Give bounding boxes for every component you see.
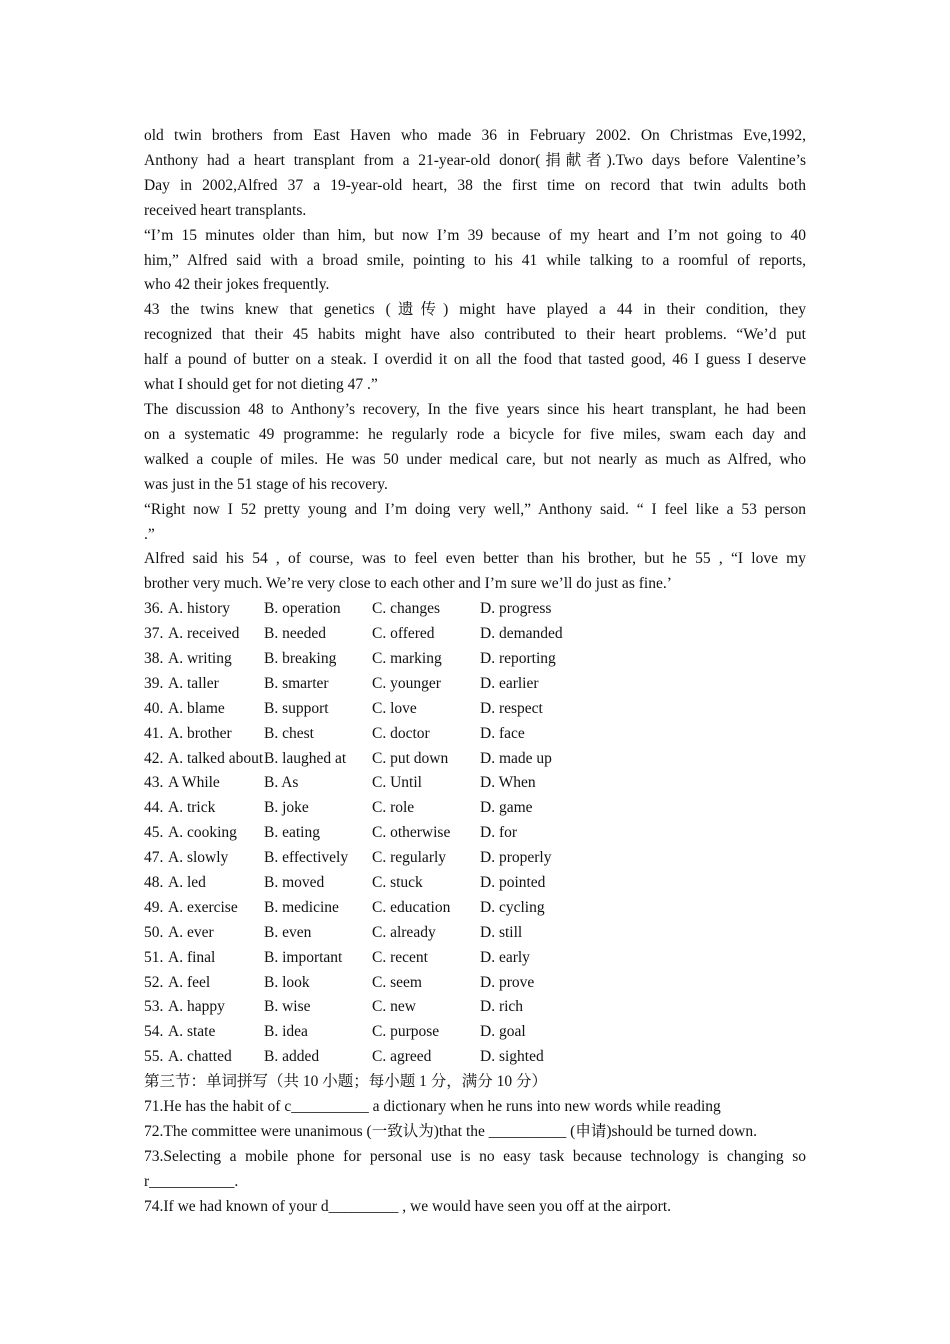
question-row	[144, 622, 806, 647]
question-number: 43.	[144, 774, 164, 792]
option-a: A. blame	[168, 699, 225, 717]
option-b: B. needed	[264, 625, 326, 643]
passage-line: walked a couple of miles. He was 50 under medical care, but not nearly as much as Alfred, who	[144, 450, 806, 468]
option-d: D. When	[480, 774, 536, 792]
passage-line: what I should get for not dieting 47 .”	[144, 376, 378, 394]
option-d: D. demanded	[480, 625, 563, 643]
passage-line: Day in 2002,Alfred 37 a 19-year-old heart, 38 the first time on record that twin adults both	[144, 176, 806, 194]
passage-paragraph-2	[144, 224, 806, 299]
passage-line: The discussion 48 to Anthony’s recovery, In the five years since his heart transplant, he had been	[144, 400, 806, 418]
question-number: 41.	[144, 724, 164, 742]
option-a: A. writing	[168, 650, 232, 667]
option-c: C. Until	[372, 774, 422, 792]
exercise-line: 74.If we had known of your d_________ , we would have seen you off at the airport.	[144, 1197, 672, 1215]
question-number: 48.	[144, 874, 164, 892]
option-b: B. wise	[264, 998, 311, 1016]
passage-line: old twin brothers from East Haven who made 36 in February 2002. On Christmas Eve,1992,	[144, 127, 806, 144]
option-c: C. purpose	[372, 1023, 440, 1041]
question-row	[144, 921, 806, 946]
question-number: 54.	[144, 1023, 164, 1041]
answer-options-list	[144, 597, 806, 1070]
question-number: 49.	[144, 898, 164, 916]
option-a: A. ever	[168, 923, 214, 941]
option-c: C. offered	[372, 625, 435, 643]
question-row	[144, 1020, 806, 1045]
option-d: D. game	[480, 799, 533, 817]
option-b: B. effectively	[264, 849, 349, 867]
option-c: C. regularly	[372, 849, 447, 867]
question-row	[144, 821, 806, 846]
option-b: B. laughed at	[264, 749, 347, 767]
question-row	[144, 672, 806, 697]
option-a: A. talked about	[168, 749, 264, 767]
passage-line: .”	[144, 525, 155, 543]
option-a: A. happy	[168, 998, 225, 1016]
option-d: D. reporting	[480, 650, 556, 667]
cloze-passage	[144, 124, 806, 597]
option-a: A. received	[168, 625, 240, 643]
section-heading: 第三节：单词拼写（共 10 小题；每小题 1 分，满分 10 分）	[144, 1073, 548, 1091]
question-number: 52.	[144, 973, 164, 991]
question-number: 55.	[144, 1048, 164, 1066]
option-a: A. led	[168, 874, 206, 892]
option-a: A. slowly	[168, 849, 229, 867]
passage-line: was just in the 51 stage of his recovery.	[144, 475, 388, 493]
question-row	[144, 597, 806, 622]
option-d: D. face	[480, 724, 525, 742]
option-b: B. breaking	[264, 650, 337, 667]
option-d: D. sighted	[480, 1048, 544, 1066]
option-a: A. exercise	[168, 898, 238, 916]
question-row	[144, 771, 806, 796]
option-c: C. put down	[372, 749, 449, 767]
option-d: D. earlier	[480, 674, 539, 692]
option-c: C. marking	[372, 650, 442, 667]
passage-paragraph-6	[144, 547, 806, 597]
option-b: B. added	[264, 1048, 320, 1066]
option-c: C. love	[372, 699, 417, 717]
passage-line: “I’m 15 minutes older than him, but now I’m 39 because of my heart and I’m not going to 40	[144, 226, 806, 244]
option-c: C. already	[372, 923, 436, 941]
question-number: 38.	[144, 650, 164, 667]
option-a: A. chatted	[168, 1048, 232, 1066]
question-row	[144, 995, 806, 1020]
option-a: A While	[168, 774, 220, 792]
option-b: B. support	[264, 699, 329, 717]
question-row	[144, 846, 806, 871]
option-c: C. changes	[372, 600, 441, 618]
option-c: C. doctor	[372, 724, 430, 742]
passage-paragraph-3	[144, 298, 806, 398]
question-number: 37.	[144, 625, 164, 643]
option-a: A. taller	[168, 674, 219, 692]
option-c: C. agreed	[372, 1048, 432, 1066]
option-b: B. operation	[264, 600, 341, 618]
option-d: D. prove	[480, 973, 535, 991]
question-number: 39.	[144, 674, 164, 692]
option-a: A. trick	[168, 799, 216, 817]
question-number: 53.	[144, 998, 164, 1016]
exercise-line: 73.Selecting a mobile phone for personal use is no easy task because technology is changing so	[144, 1147, 806, 1165]
question-row	[144, 747, 806, 772]
option-b: B. idea	[264, 1023, 308, 1041]
option-d: D. properly	[480, 849, 552, 867]
document-page	[144, 124, 806, 1220]
passage-paragraph-1	[144, 124, 806, 224]
option-d: D. made up	[480, 749, 552, 767]
option-b: B. As	[264, 774, 299, 792]
exercise-line: 72.The committee were unanimous (一致认为)that the __________ (申请)should be turned down.	[144, 1122, 757, 1140]
passage-line: half a pound of butter on a steak. I overdid it on all the food that tasted good, 46 I guess I deserve	[144, 351, 806, 369]
question-number: 44.	[144, 799, 164, 817]
question-number: 50.	[144, 923, 164, 941]
passage-line: received heart transplants.	[144, 201, 307, 219]
passage-line: on a systematic 49 programme: he regularly rode a bicycle for five miles, swam each day and	[144, 425, 806, 443]
option-b: B. chest	[264, 724, 314, 742]
question-number: 42.	[144, 749, 164, 767]
option-d: D. goal	[480, 1023, 526, 1041]
question-number: 40.	[144, 699, 164, 717]
passage-line: him,” Alfred said with a broad smile, pointing to his 41 while talking to a roomful of reports,	[144, 251, 806, 269]
spelling-exercises	[144, 1095, 806, 1220]
question-row	[144, 647, 806, 672]
question-row	[144, 946, 806, 971]
passage-paragraph-4	[144, 398, 806, 498]
option-d: D. rich	[480, 998, 524, 1016]
option-c: C. recent	[372, 948, 428, 966]
question-row	[144, 722, 806, 747]
option-d: D. pointed	[480, 874, 546, 892]
passage-line: 43 the twins knew that genetics (遗传) might have played a 44 in their condition, they	[144, 301, 806, 319]
option-d: D. still	[480, 923, 523, 941]
option-d: D. respect	[480, 699, 543, 717]
option-c: C. seem	[372, 973, 422, 991]
passage-line: “Right now I 52 pretty young and I’m doing very well,” Anthony said. “ I feel like a 53 person	[144, 500, 806, 518]
option-b: B. medicine	[264, 898, 339, 916]
passage-line: recognized that their 45 habits might have also contributed to their heart problems. “We’d put	[144, 326, 806, 344]
option-d: D. cycling	[480, 898, 545, 916]
option-c: C. stuck	[372, 874, 423, 892]
question-row	[144, 796, 806, 821]
option-a: A. final	[168, 948, 216, 966]
question-row	[144, 971, 806, 996]
question-number: 51.	[144, 948, 164, 966]
option-b: B. moved	[264, 874, 325, 892]
passage-line: Alfred said his 54 , of course, was to feel even better than his brother, but he 55 , “I love my	[144, 550, 806, 568]
question-row	[144, 1045, 806, 1070]
passage-line: Anthony had a heart transplant from a 21-year-old donor(捐献者).Two days before Valentine’s	[144, 151, 806, 169]
option-b: B. joke	[264, 799, 309, 817]
option-a: A. cooking	[168, 824, 237, 842]
option-d: D. progress	[480, 600, 552, 618]
option-a: A. brother	[168, 724, 232, 742]
option-d: D. early	[480, 948, 530, 966]
exercise-line: r___________.	[144, 1172, 239, 1190]
option-c: C. education	[372, 898, 451, 916]
option-c: C. new	[372, 998, 416, 1016]
option-b: B. look	[264, 973, 310, 991]
option-a: A. feel	[168, 973, 211, 991]
option-b: B. important	[264, 948, 343, 966]
option-c: C. younger	[372, 674, 441, 692]
option-b: B. even	[264, 923, 312, 941]
passage-line: who 42 their jokes frequently.	[144, 276, 330, 294]
question-number: 45.	[144, 824, 164, 842]
option-b: B. smarter	[264, 674, 329, 692]
option-a: A. history	[168, 600, 230, 618]
question-row	[144, 896, 806, 921]
exercise-line: 71.He has the habit of c__________ a dictionary when he runs into new words while reading	[144, 1098, 721, 1116]
option-b: B. eating	[264, 824, 320, 842]
passage-paragraph-5	[144, 498, 806, 548]
option-c: C. role	[372, 799, 415, 817]
option-c: C. otherwise	[372, 824, 451, 842]
question-row	[144, 871, 806, 896]
question-number: 47.	[144, 849, 164, 867]
option-a: A. state	[168, 1023, 216, 1041]
passage-line: brother very much. We’re very close to each other and I’m sure we’ll do just as fine.’	[144, 575, 672, 593]
question-number: 36.	[144, 600, 164, 618]
option-d: D. for	[480, 824, 518, 842]
question-row	[144, 697, 806, 722]
